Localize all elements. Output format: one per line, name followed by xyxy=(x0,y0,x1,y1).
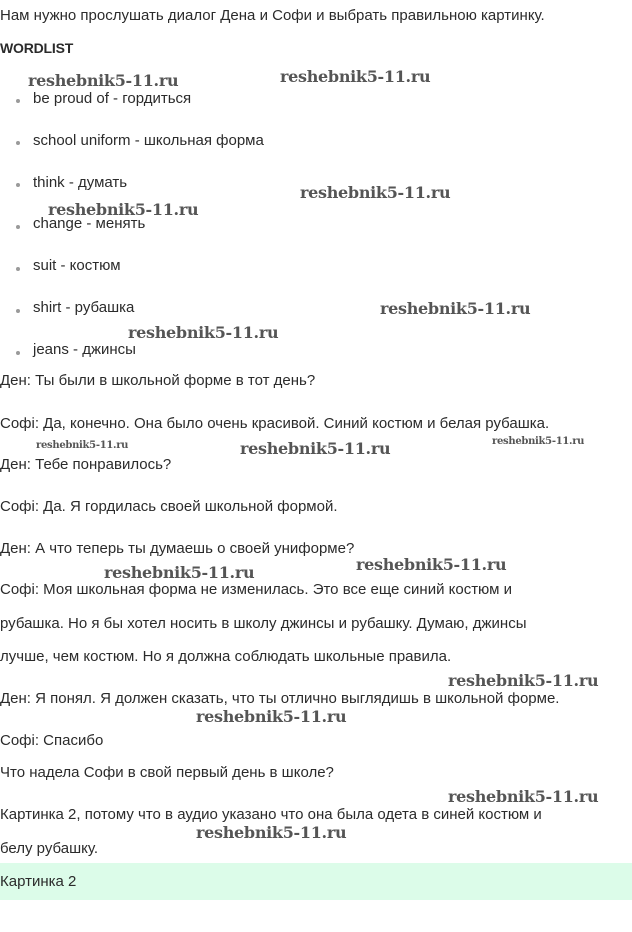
dialog-line: Ден: Ты были в школьной форме в тот день? xyxy=(0,372,316,389)
watermark: reshebnik5-11.ru xyxy=(492,436,585,447)
watermark: reshebnik5-11.ru xyxy=(128,323,279,342)
watermark: reshebnik5-11.ru xyxy=(104,563,255,582)
list-item: be proud of - гордиться xyxy=(33,90,192,107)
intro-text: Нам нужно прослушать диалог Дена и Софи и выбрать правильною картинку. xyxy=(0,7,545,24)
bullet-icon xyxy=(16,351,20,355)
dialog-line: Ден: Я понял. Я должен сказать, что ты отлично выглядишь в школьной форме. xyxy=(0,690,560,707)
explanation-text: белу рубашку. xyxy=(0,840,99,857)
watermark: reshebnik5-11.ru xyxy=(240,439,391,458)
watermark: reshebnik5-11.ru xyxy=(196,823,347,842)
list-item: school uniform - школьная форма xyxy=(33,132,264,149)
list-item: think - думать xyxy=(33,174,128,191)
watermark: reshebnik5-11.ru xyxy=(48,200,199,219)
dialog-line: лучше, чем костюм. Но я должна соблюдать школьные правила. xyxy=(0,648,452,665)
list-item: change - менять xyxy=(33,215,146,232)
list-item: jeans - джинсы xyxy=(33,341,136,358)
watermark: reshebnik5-11.ru xyxy=(356,555,507,574)
question-text: Что надела Софи в свой первый день в школе? xyxy=(0,764,334,781)
watermark: reshebnik5-11.ru xyxy=(300,183,451,202)
watermark: reshebnik5-11.ru xyxy=(196,707,347,726)
answer-text: Картинка 2 xyxy=(0,873,77,890)
dialog-line: Ден: Тебе понравилось? xyxy=(0,456,172,473)
bullet-icon xyxy=(16,183,20,187)
wordlist-heading: WORDLIST xyxy=(0,40,74,56)
bullet-icon xyxy=(16,225,20,229)
dialog-line: Софі: Моя школьная форма не изменилась. Это все еще синий костюм и xyxy=(0,581,512,598)
dialog-line: Софі: Да. Я гордилась своей школьной формой. xyxy=(0,498,338,515)
watermark: reshebnik5-11.ru xyxy=(448,787,599,806)
answer-box xyxy=(0,863,632,900)
dialog-line: Софі: Да, конечно. Она было очень красивой. Синий костюм и белая рубашка. xyxy=(0,415,550,432)
bullet-icon xyxy=(16,267,20,271)
bullet-icon xyxy=(16,141,20,145)
list-item: suit - костюм xyxy=(33,257,121,274)
watermark: reshebnik5-11.ru xyxy=(448,671,599,690)
dialog-line: Софі: Спасибо xyxy=(0,732,104,749)
watermark: reshebnik5-11.ru xyxy=(36,440,129,451)
explanation-text: Картинка 2, потому что в аудио указано что она была одета в синей костюм и xyxy=(0,806,542,823)
dialog-line: рубашка. Но я бы хотел носить в школу джинсы и рубашку. Думаю, джинсы xyxy=(0,615,527,632)
list-item: shirt - рубашка xyxy=(33,299,135,316)
watermark: reshebnik5-11.ru xyxy=(28,71,179,90)
bullet-icon xyxy=(16,99,20,103)
dialog-line: Ден: А что теперь ты думаешь о своей униформе? xyxy=(0,540,355,557)
watermark: reshebnik5-11.ru xyxy=(280,67,431,86)
watermark: reshebnik5-11.ru xyxy=(380,299,531,318)
bullet-icon xyxy=(16,309,20,313)
